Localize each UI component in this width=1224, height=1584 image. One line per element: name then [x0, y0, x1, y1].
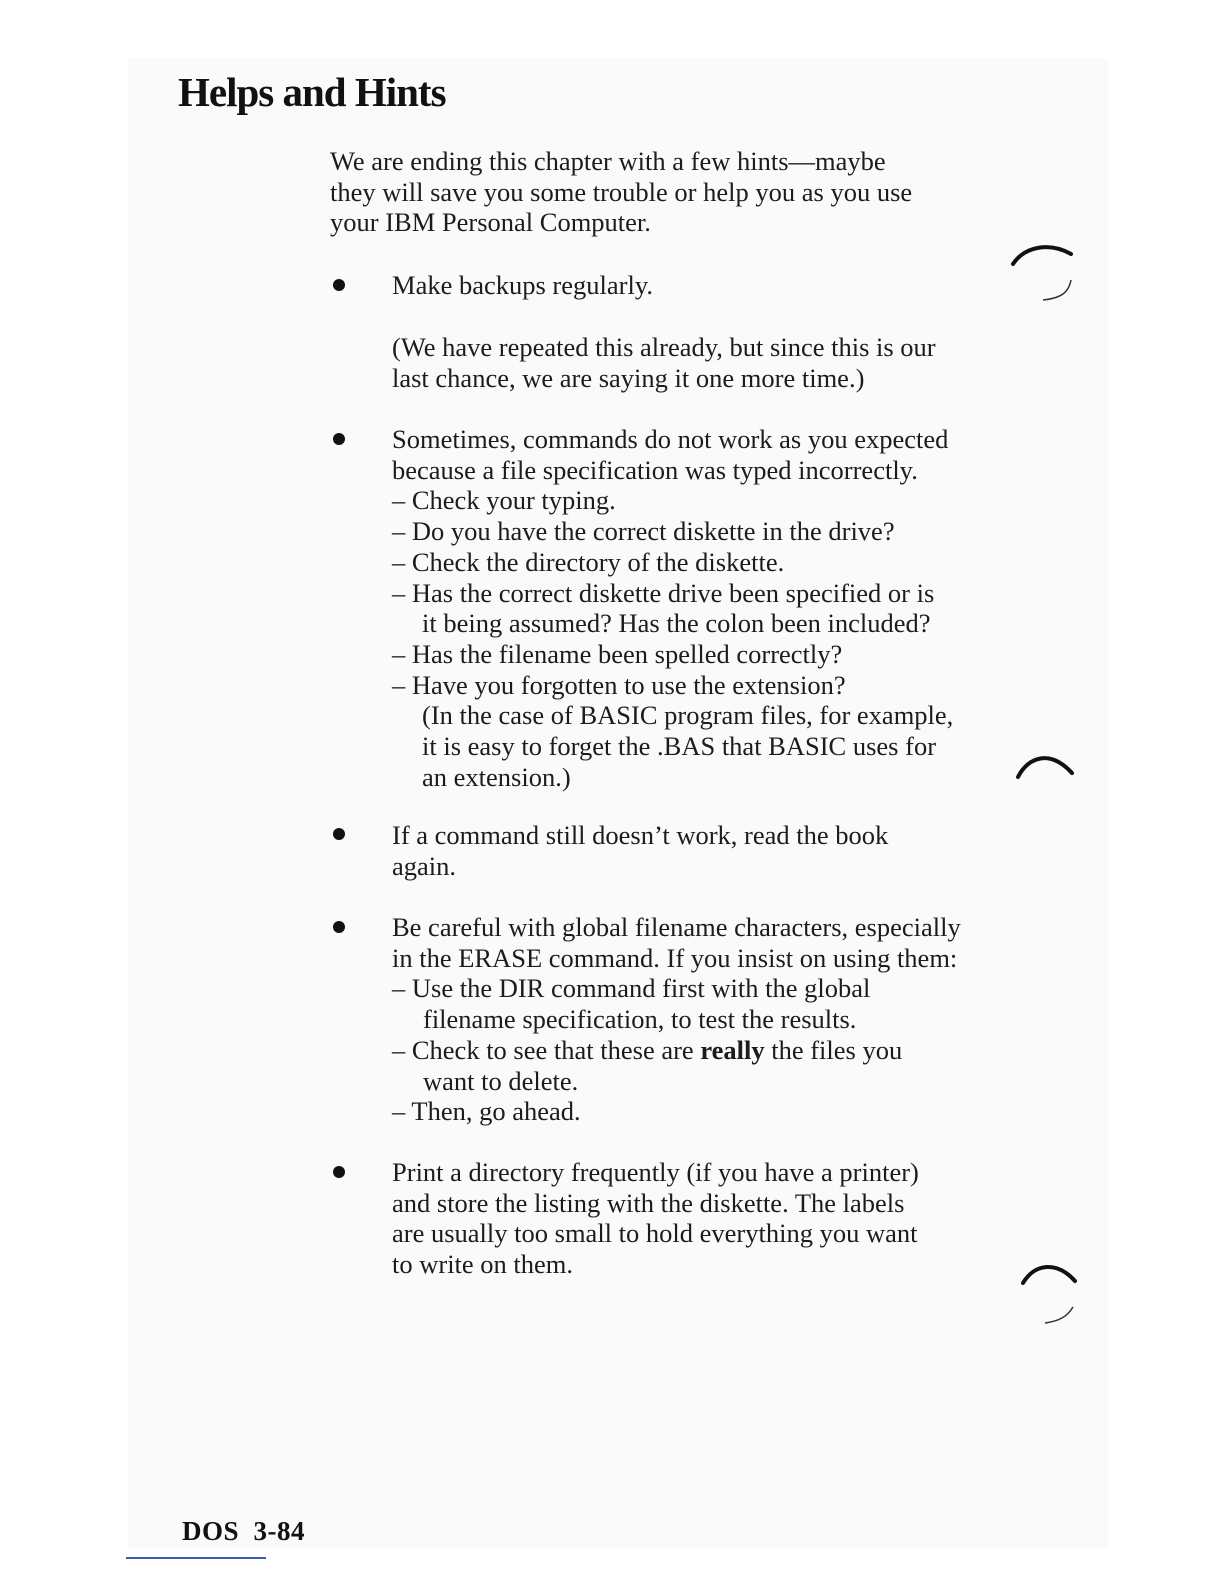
list-item-line: Sometimes, commands do not work as you expected: [392, 424, 949, 454]
sub-item-line: – Have you forgotten to use the extension?: [392, 669, 846, 700]
list-item: [392, 424, 953, 792]
sub-item-text: – Check to see that these are: [392, 1034, 701, 1065]
list-item-line: again.: [392, 850, 457, 881]
list-item-line: (We have repeated this already, but since this is our: [392, 332, 936, 362]
list-item-note: [392, 332, 936, 393]
binder-hole-mark: [1010, 745, 1080, 785]
sub-item-continuation: (In the case of BASIC program files, for example,: [422, 700, 954, 731]
list-item-line: Make backups regularly.: [392, 270, 653, 300]
page-title: Helps and Hints: [178, 69, 446, 115]
binder-hole-mark: [1015, 1255, 1085, 1330]
list-item-line: If a command still doesn’t work, read the book: [392, 820, 889, 850]
sub-item-line: – Use the DIR command first with the global: [392, 973, 871, 1004]
sub-item-line: – Check the directory of the diskette.: [392, 546, 785, 577]
list-item-line: in the ERASE command. If you insist on using them:: [392, 942, 958, 973]
list-item-line: because a file specification was typed incorrectly.: [392, 454, 918, 485]
sub-item-continuation: want to delete.: [423, 1065, 579, 1096]
list-item-line: last chance, we are saying it one more time.): [392, 362, 865, 393]
list-item-line: are usually too small to hold everything you want: [392, 1218, 918, 1249]
footer-rule: [126, 1557, 266, 1559]
bullet-dot: [333, 279, 345, 291]
list-item-line: Be careful with global filename characters, especially: [392, 912, 961, 942]
bullet-dot: [333, 921, 345, 933]
sub-item-continuation: it being assumed? Has the colon been included?: [422, 608, 931, 639]
bullet-dot: [333, 433, 345, 445]
list-item: [392, 270, 653, 301]
intro-line: your IBM Personal Computer.: [330, 207, 651, 238]
sub-item-line: – Check your typing.: [392, 485, 616, 516]
sub-item-continuation: it is easy to forget the .BAS that BASIC uses for: [422, 731, 937, 762]
list-item-line: Print a directory frequently (if you have a printer): [392, 1157, 919, 1187]
sub-item-text: the files you: [764, 1034, 903, 1065]
intro-paragraph: [330, 146, 912, 238]
bullet-dot: [333, 1166, 345, 1178]
sub-item-continuation: filename specification, to test the results.: [423, 1004, 857, 1035]
intro-line: We are ending this chapter with a few hints—maybe: [330, 146, 886, 176]
emphasis-text: really: [700, 1034, 765, 1065]
list-item: [392, 912, 961, 1127]
page-number: DOS 3-84: [182, 1516, 306, 1546]
list-item-line: to write on them.: [392, 1249, 574, 1280]
sub-item-line: – Then, go ahead.: [392, 1096, 581, 1127]
sub-item-line: – Has the filename been spelled correctly?: [392, 638, 843, 669]
sub-item-line: – Has the correct diskette drive been specified or is: [392, 577, 935, 608]
binder-hole-mark: [1005, 236, 1085, 311]
bullet-dot: [333, 828, 345, 840]
list-item-line: and store the listing with the diskette. The labels: [392, 1187, 905, 1218]
list-item: [392, 820, 888, 881]
list-item: [392, 1157, 919, 1280]
sub-item-continuation: an extension.): [422, 761, 571, 792]
intro-line: they will save you some trouble or help you as you use: [330, 176, 913, 207]
sub-item-line: [392, 1035, 961, 1066]
sub-item-line: – Do you have the correct diskette in the drive?: [392, 516, 895, 547]
